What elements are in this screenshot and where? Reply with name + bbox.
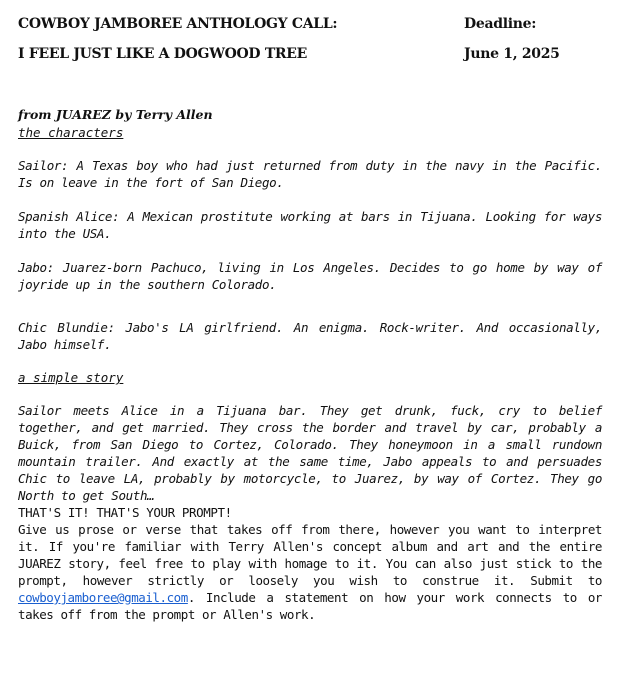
- deadline-label: Deadline:: [464, 16, 537, 32]
- character-jabo: Jabo: Juarez-born Pachuco, living in Los Angeles. Decides to go home by way of joyride up in the southern Colorado.: [18, 260, 602, 292]
- story-text: Sailor meets Alice in a Tijuana bar. They get drunk, fuck, cry to belief together, and get married. They cross the border and travel by car, probably a Buick, from San Diego to Cortez, Colorado. They honeymoon in a small rundown mountain trailer. And exactly at the same time, Jabo appeals to and persuades Chic to leave LA, probably by motorcycle, to Juarez, by way of Cortez. They go North to get South…: [18, 403, 602, 503]
- deadline-date: June 1, 2025: [464, 46, 560, 62]
- characters-heading: the characters: [18, 125, 124, 140]
- document-body: [18, 106, 602, 623]
- call-title: COWBOY JAMBOREE ANTHOLOGY CALL:: [18, 16, 338, 32]
- prompt-instructions: [18, 521, 602, 623]
- submission-email-link[interactable]: cowboyjamboree@gmail.com: [18, 590, 188, 605]
- prompt-text-before: Give us prose or verse that takes off from there, however you want to interpret it. If you're familiar with Terry Allen's concept album and art and the entire JUAREZ story, feel free to play with homage to it. You can also just stick to the prompt, however strictly or loosely you wish to construe it. Submit to: [18, 522, 602, 588]
- source-line: from JUAREZ by Terry Allen: [18, 107, 213, 122]
- character-chic-blundie: Chic Blundie: Jabo's LA girlfriend. An enigma. Rock-writer. And occasionally, Jabo himself.: [18, 320, 602, 352]
- character-spanish-alice: Spanish Alice: A Mexican prostitute working at bars in Tijuana. Looking for ways into the USA.: [18, 209, 602, 241]
- prompt-text-after: . Include a statement on how your work connects to or takes off from the prompt or Allen's work.: [18, 590, 602, 622]
- anthology-theme-title: I FEEL JUST LIKE A DOGWOOD TREE: [18, 46, 308, 62]
- prompt-heading: THAT'S IT! THAT'S YOUR PROMPT!: [18, 505, 232, 520]
- story-heading: a simple story: [18, 370, 124, 385]
- character-sailor: Sailor: A Texas boy who had just returned from duty in the navy in the Pacific. Is on leave in the fort of San Diego.: [18, 158, 602, 190]
